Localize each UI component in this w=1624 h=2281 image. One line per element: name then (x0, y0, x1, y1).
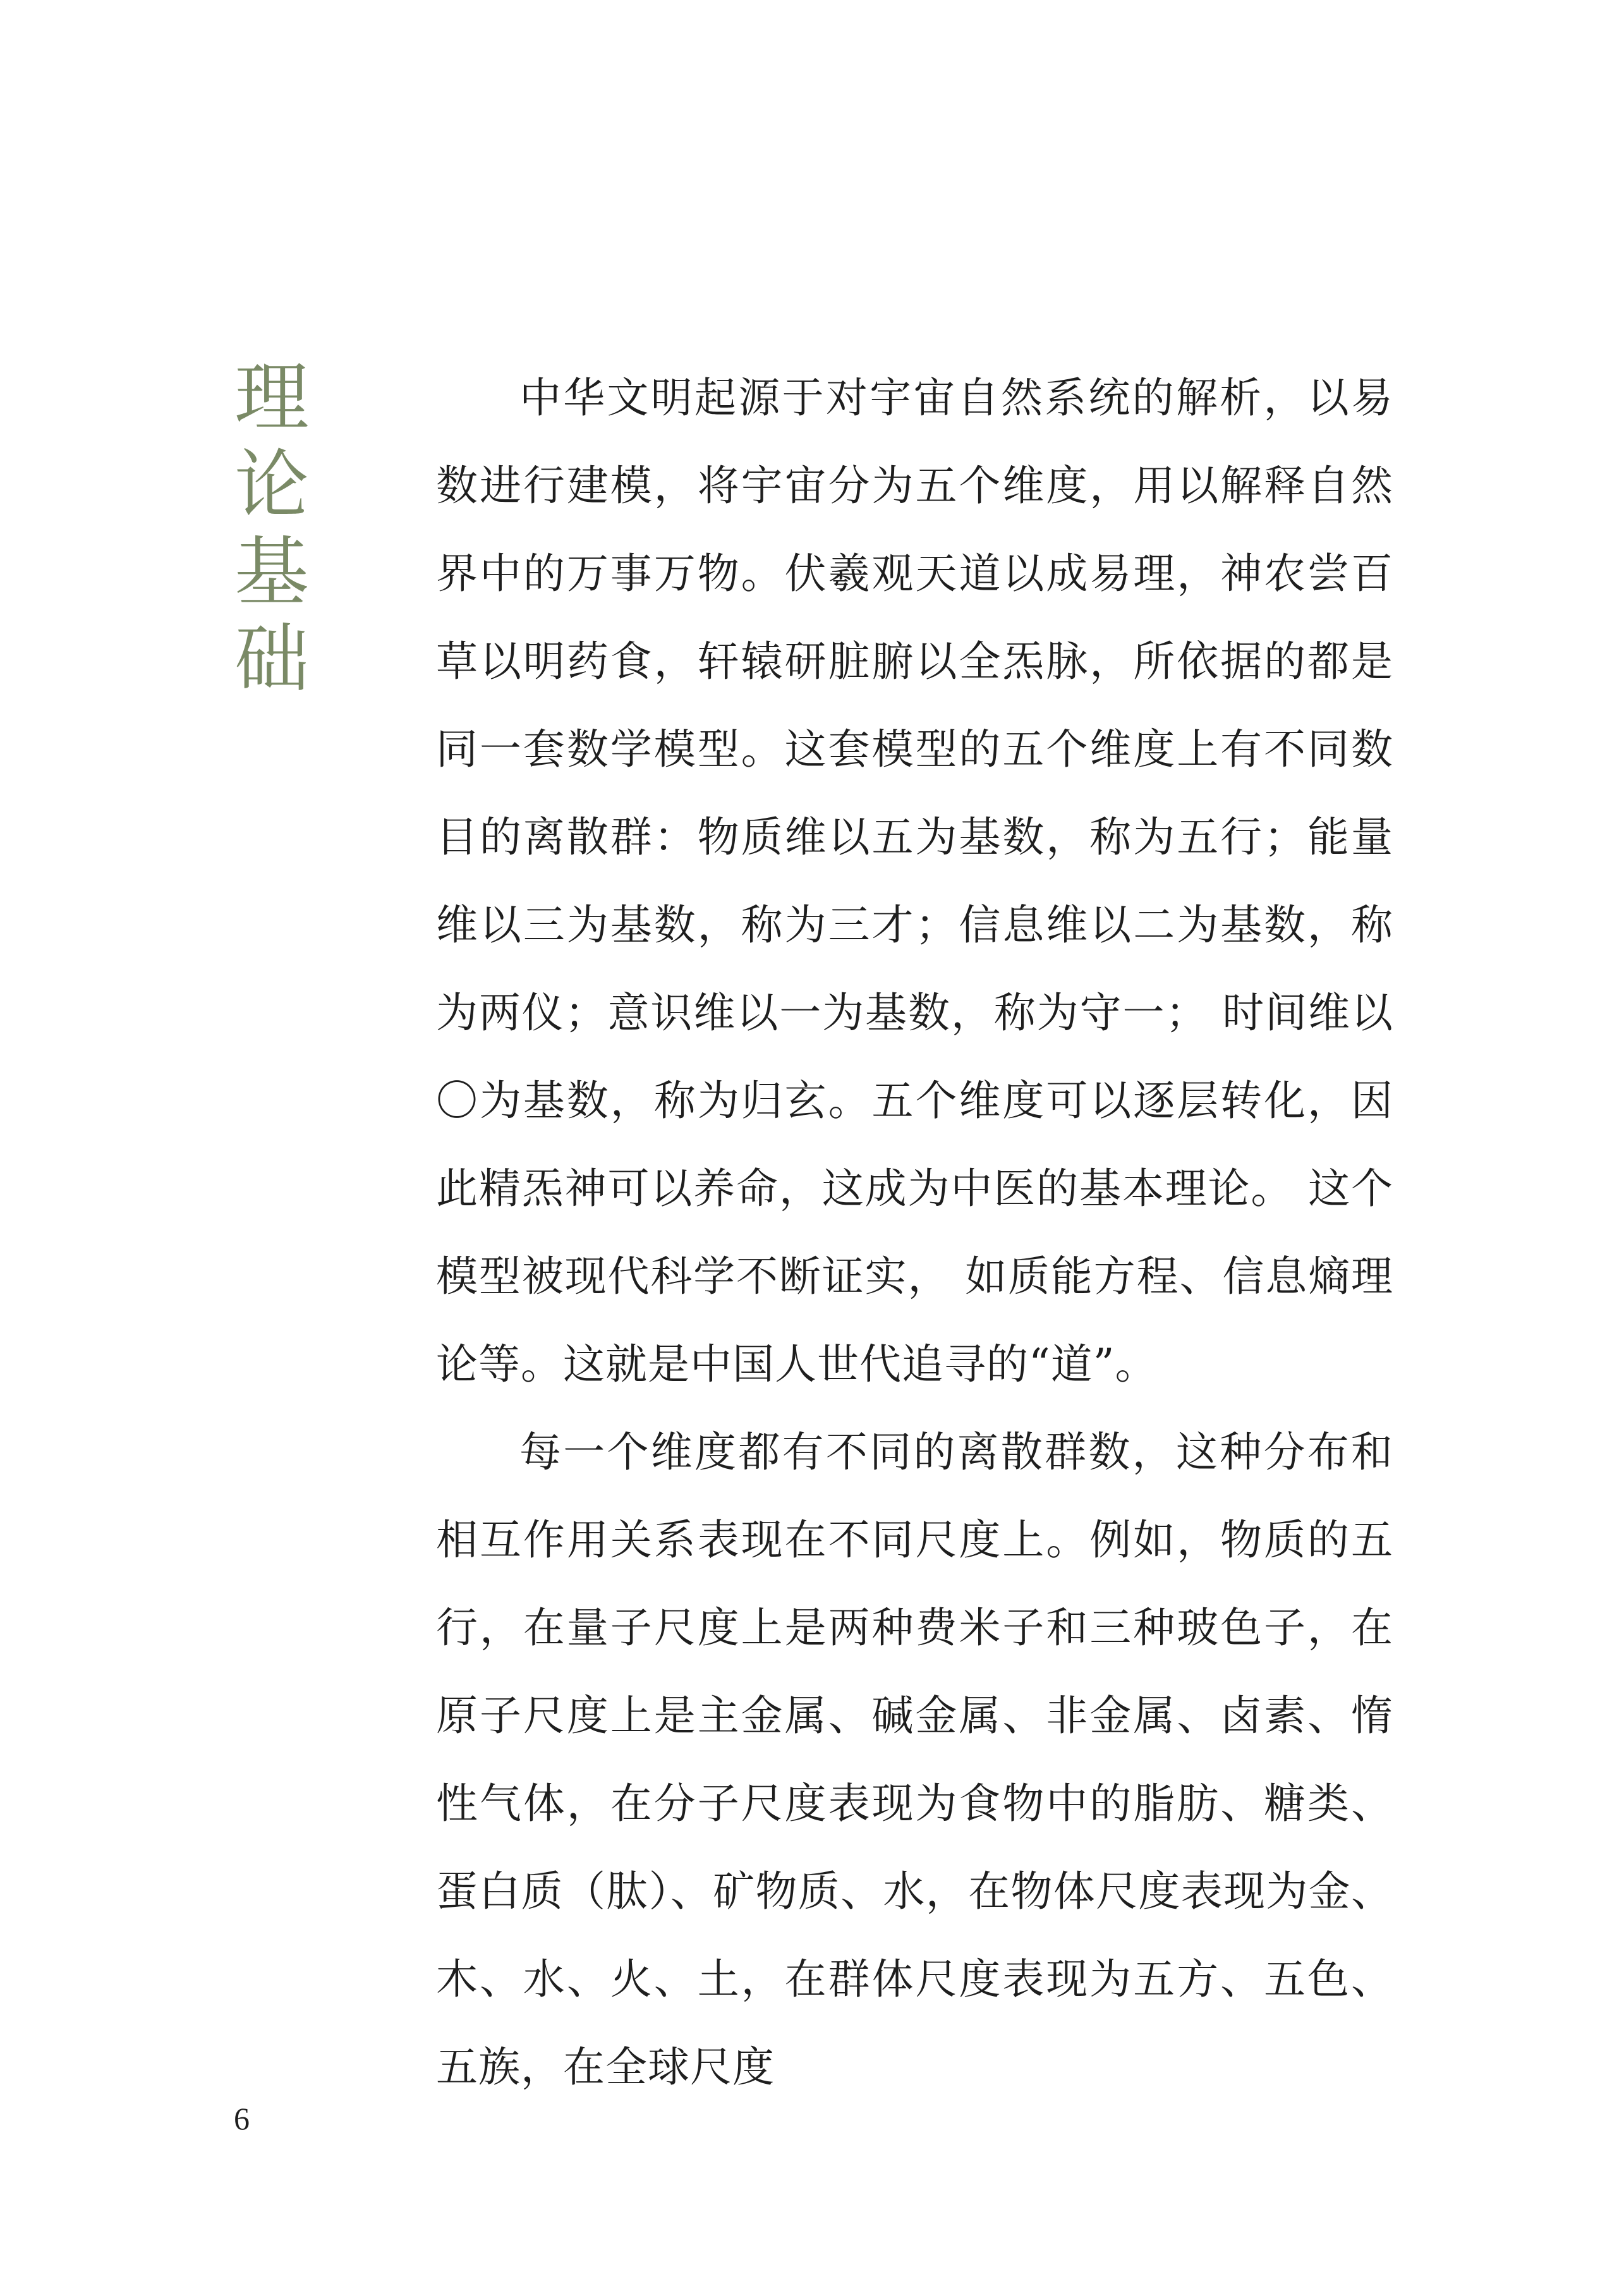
section-title-vertical (227, 354, 316, 703)
section-title-char: 论 (234, 441, 309, 528)
section-title-char: 理 (234, 354, 309, 441)
body-text (436, 354, 1393, 2111)
paragraph-2: 每一个维度都有不同的离散群数，这种分布和相互作用关系表现在不同尺度上。例如，物质的五行，在量子尺度上是两种费米子和三种玻色子，在原子尺度上是主金属、碱金属、非金属、卤素、惰性气体，在分子尺度表现为食物中的脂肪、糖类、蛋白质（肽）、矿物质、水，在物体尺度表现为金、木、水、火、土，在群体尺度表现为五方、五色、五族，在全球尺度 (436, 1428, 1393, 2091)
page-number: 6 (234, 2101, 250, 2136)
section-title-char: 基 (234, 528, 309, 616)
section-title-char: 础 (234, 616, 309, 703)
paragraph-1: 中华文明起源于对宇宙自然系统的解析，以易数进行建模，将宇宙分为五个维度，用以解释自然界中的万事万物。伏羲观天道以成易理，神农尝百草以明药食，轩辕研脏腑以全炁脉，所依据的都是同一套数学模型。这套模型的五个维度上有不同数目的离散群：物质维以五为基数，称为五行；能量维以三为基数，称为三才；信息维以二为基数，称为两仪；意识维以一为基数，称为守一； 时间维以〇为基数，称为归玄。五个维度可以逐层转化，因此精炁神可以养命，这成为中医的基本理论。 这个模型被现代科学不断证实， 如质能方程、信息熵理论等。这就是中国人世代追寻的“道”。 (436, 374, 1393, 1389)
